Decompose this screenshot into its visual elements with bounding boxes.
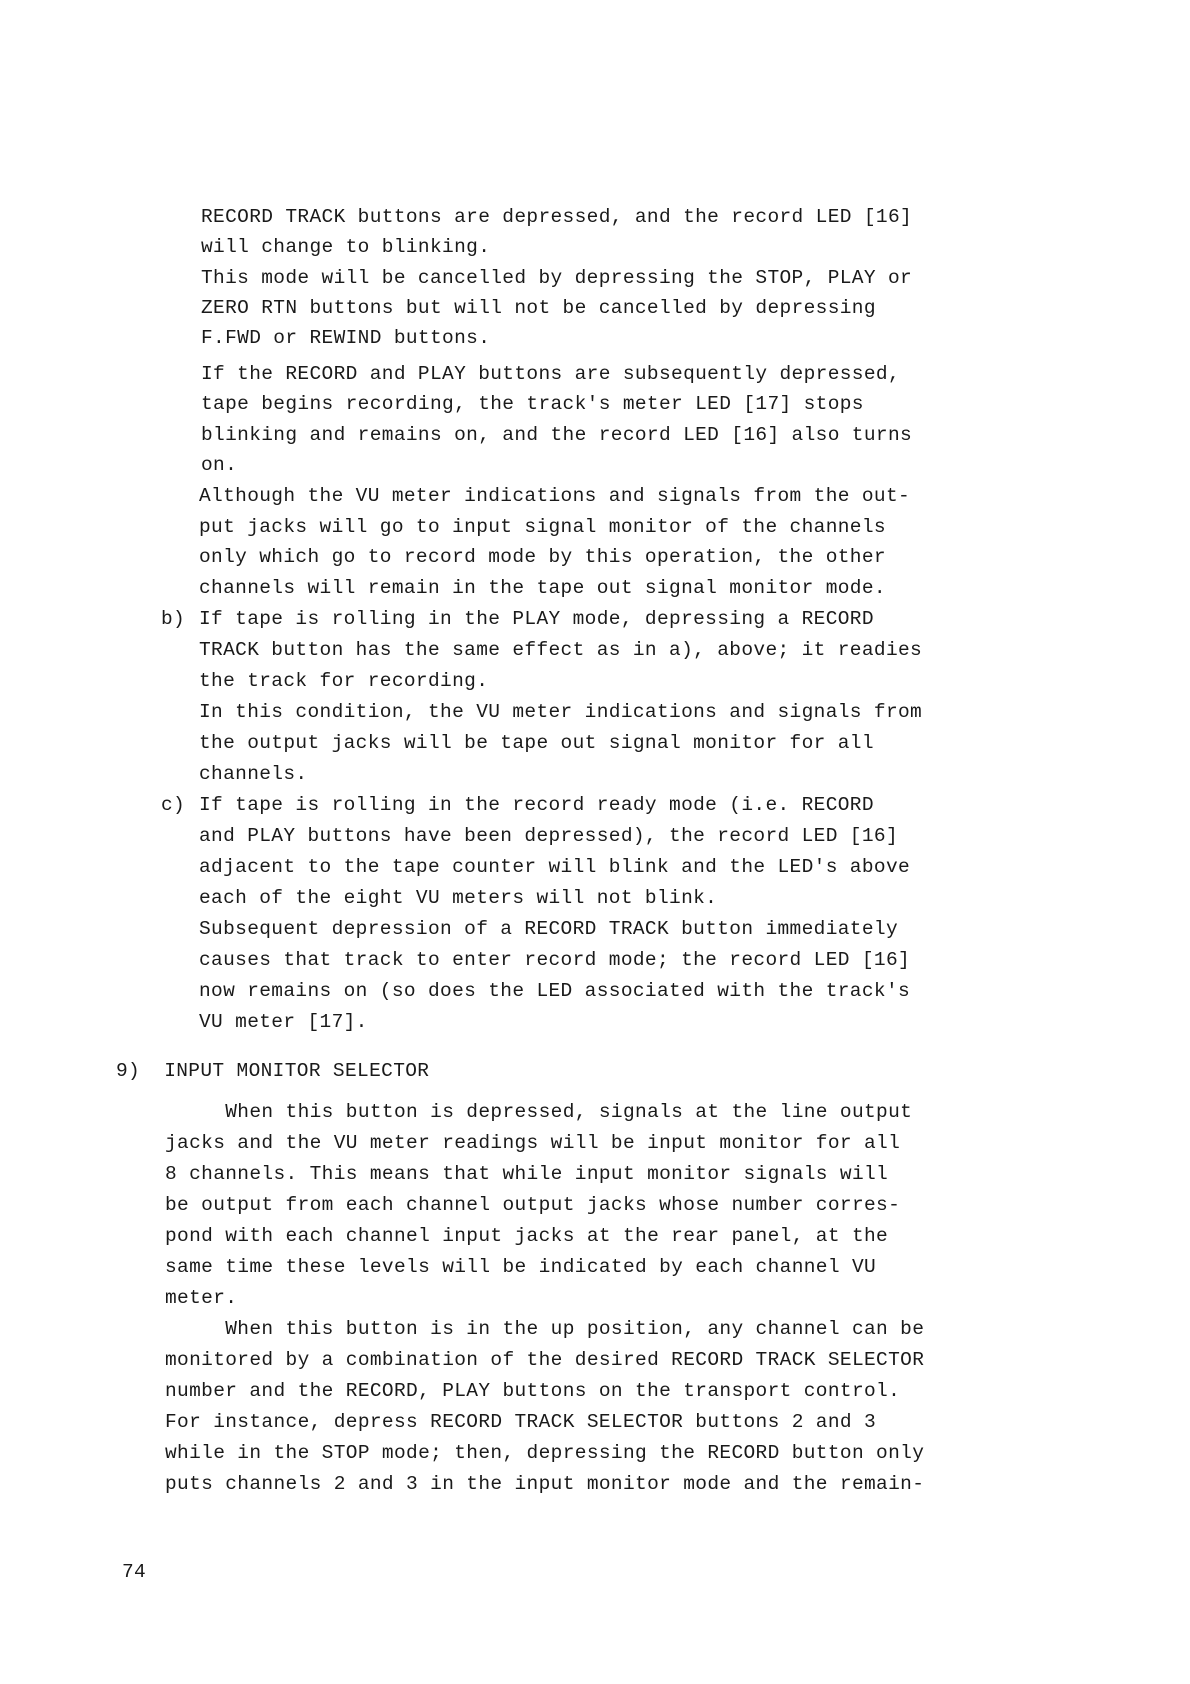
text-line: This mode will be cancelled by depressing the STOP, PLAY or: [201, 267, 913, 289]
text-line: channels.: [199, 763, 308, 785]
text-line: When this button is depressed, signals at the line output: [165, 1101, 913, 1123]
text-line: pond with each channel input jacks at the rear panel, at the: [165, 1225, 889, 1247]
text-line: 8 channels. This means that while input monitor signals will: [165, 1163, 889, 1185]
text-line: will change to blinking.: [201, 236, 491, 258]
text-line: In this condition, the VU meter indications and signals from: [199, 701, 923, 723]
text-line: channels will remain in the tape out signal monitor mode.: [199, 577, 886, 599]
text-line: monitored by a combination of the desired RECORD TRACK SELECTOR: [165, 1349, 925, 1371]
text-line: RECORD TRACK buttons are depressed, and the record LED [16]: [201, 206, 913, 228]
list-label-b: b): [161, 608, 186, 630]
text-line: meter.: [165, 1287, 238, 1309]
text-line: ZERO RTN buttons but will not be cancelled by depressing: [201, 297, 876, 319]
text-line: F.FWD or REWIND buttons.: [201, 327, 491, 349]
page-number: 74: [122, 1561, 147, 1583]
text-line: Subsequent depression of a RECORD TRACK button immediately: [199, 918, 899, 940]
text-line: while in the STOP mode; then, depressing the RECORD button only: [165, 1442, 925, 1464]
text-line: be output from each channel output jacks whose number corres-: [165, 1194, 901, 1216]
text-line: the output jacks will be tape out signal monitor for all: [199, 732, 874, 754]
text-line: For instance, depress RECORD TRACK SELECTOR buttons 2 and 3: [165, 1411, 877, 1433]
text-line: tape begins recording, the track's meter LED [17] stops: [201, 393, 864, 415]
text-line: now remains on (so does the LED associated with the track's: [199, 980, 911, 1002]
text-line: put jacks will go to input signal monitor of the channels: [199, 516, 886, 538]
text-line: If tape is rolling in the record ready mode (i.e. RECORD: [199, 794, 874, 816]
text-line: When this button is in the up position, any channel can be: [165, 1318, 925, 1340]
section-heading: 9) INPUT MONITOR SELECTOR: [116, 1060, 430, 1082]
text-line: each of the eight VU meters will not blink.: [199, 887, 718, 909]
text-line: TRACK button has the same effect as in a), above; it readies: [199, 639, 923, 661]
text-line: number and the RECORD, PLAY buttons on the transport control.: [165, 1380, 901, 1402]
list-label-c: c): [161, 794, 186, 816]
text-line: puts channels 2 and 3 in the input monitor mode and the remain-: [165, 1473, 925, 1495]
text-line: only which go to record mode by this operation, the other: [199, 546, 886, 568]
text-line: same time these levels will be indicated by each channel VU: [165, 1256, 877, 1278]
text-line: adjacent to the tape counter will blink and the LED's above: [199, 856, 911, 878]
text-line: and PLAY buttons have been depressed), the record LED [16]: [199, 825, 899, 847]
text-line: If tape is rolling in the PLAY mode, depressing a RECORD: [199, 608, 874, 630]
text-line: causes that track to enter record mode; the record LED [16]: [199, 949, 911, 971]
text-line: blinking and remains on, and the record LED [16] also turns: [201, 424, 913, 446]
text-line: If the RECORD and PLAY buttons are subsequently depressed,: [201, 363, 901, 385]
text-line: on.: [201, 454, 238, 476]
text-line: VU meter [17].: [199, 1011, 368, 1033]
text-line: Although the VU meter indications and signals from the out-: [199, 485, 911, 507]
text-line: the track for recording.: [199, 670, 489, 692]
text-line: jacks and the VU meter readings will be input monitor for all: [165, 1132, 901, 1154]
